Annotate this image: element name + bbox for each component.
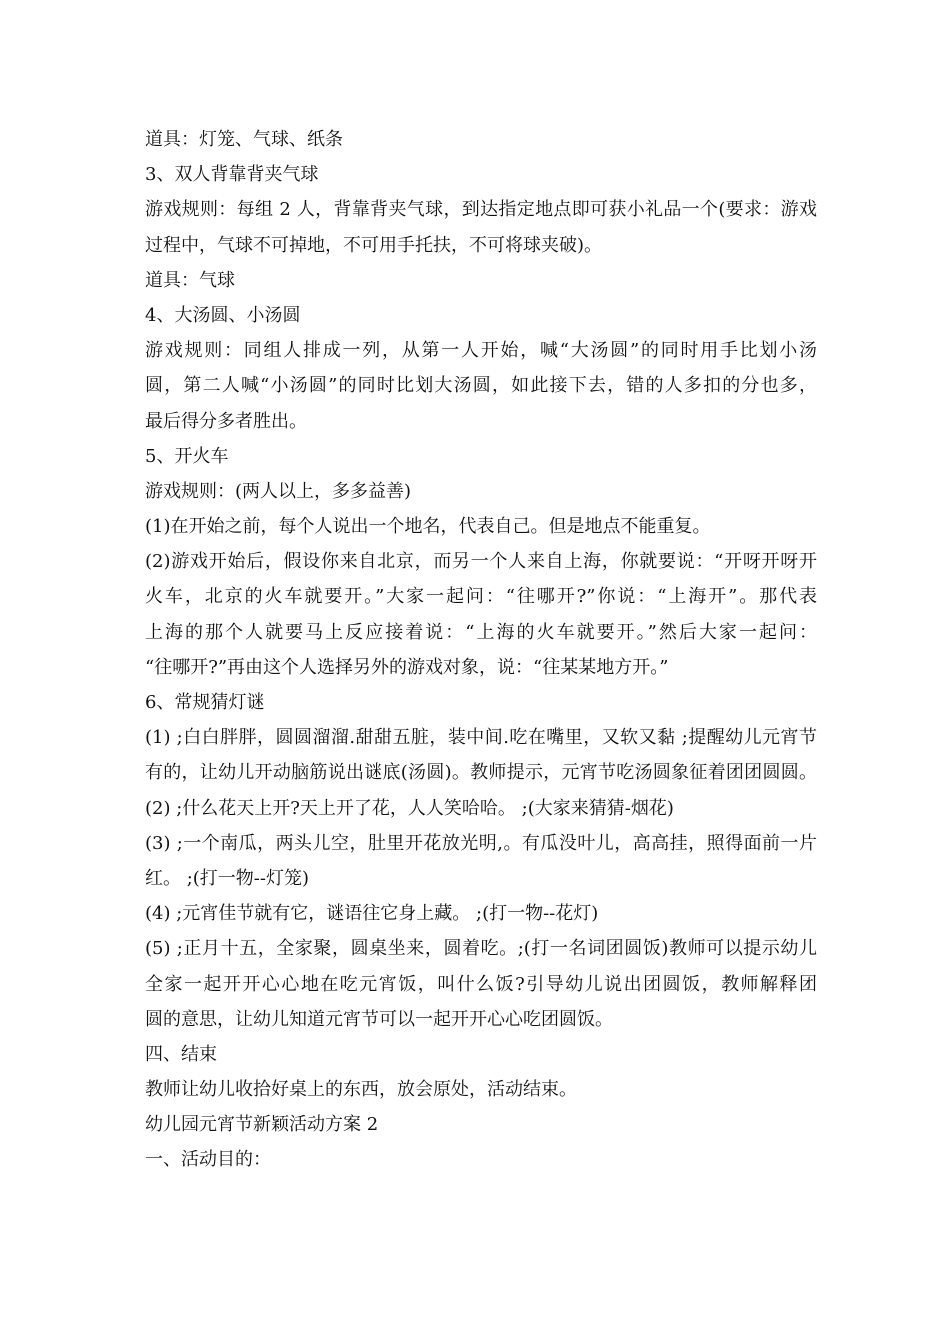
paragraph-line: 游戏规则：同组人排成一列，从第一人开始，喊“大汤圆”的同时用手比划小汤 xyxy=(145,340,817,362)
props-line: 道具：灯笼、气球、纸条 xyxy=(145,129,343,150)
paragraph-line: (4) ;元宵佳节就有它，谜语往它身上藏。 ;(打一物--花灯) xyxy=(145,903,599,925)
paragraph-line: 火车，北京的火车就要开。”大家一起问：“往哪开?”你说：“上海开”。那代表 xyxy=(145,586,817,608)
paragraph-line: 红。 ;(打一物--灯笼) xyxy=(145,867,309,889)
paragraph-line: 教师让幼儿收拾好桌上的东西，放会原处，活动结束。 xyxy=(145,1079,577,1101)
paragraph-line: (5) ;正月十五，全家聚，圆桌坐来，圆着吃。;(打一名词团圆饭)教师可以提示幼儿 xyxy=(145,938,817,960)
section-heading-conclusion: 四、结束 xyxy=(145,1043,217,1065)
section-heading-train-game: 5、开火车 xyxy=(145,445,229,467)
paragraph-line: 全家一起开开心心地在吃元宵饭，叫什么饭?引导幼儿说出团圆饭，教师解释团 xyxy=(145,973,817,995)
paragraph-line: 圆，第二人喊“小汤圆”的同时比划大汤圆，如此接下去，错的人多扣的分也多， xyxy=(145,375,817,397)
paragraph-line: (3) ;一个南瓜，两头儿空，肚里开花放光明,。有瓜没叶儿，高高挂，照得面前一片 xyxy=(145,832,817,854)
section-heading-objectives: 一、活动目的： xyxy=(145,1149,271,1171)
paragraph-line: 过程中，气球不可掉地，不可用手托扶，不可将球夹破)。 xyxy=(145,234,603,256)
plan-title: 幼儿园元宵节新颖活动方案 2 xyxy=(145,1114,379,1136)
paragraph-line: 上海的那个人就要马上反应接着说：“上海的火车就要开。”然后大家一起问： xyxy=(145,621,817,643)
paragraph-line: 圆的意思，让幼儿知道元宵节可以一起开开心心吃团圆饭。 xyxy=(145,1008,613,1030)
paragraph-line: (2) ;什么花天上开?天上开了花，人人笑哈哈。 ;(大家来猜猜-烟花) xyxy=(145,797,674,819)
paragraph-line: (1) ;白白胖胖，圆圆溜溜.甜甜五脏，装中间.吃在嘴里，又软又黏 ;提醒幼儿元宵节 xyxy=(145,727,817,749)
props-line: 道具：气球 xyxy=(145,269,235,291)
paragraph-line: 有的，让幼儿开动脑筋说出谜底(汤圆)。教师提示，元宵节吃汤圆象征着团团圆圆。 xyxy=(145,762,817,784)
paragraph-line: (2)游戏开始后，假设你来自北京，而另一个人来自上海，你就要说：“开呀开呀开 xyxy=(145,551,817,573)
section-heading-balloon-game: 3、双人背靠背夹气球 xyxy=(145,164,319,186)
section-heading-riddles: 6、常规猜灯谜 xyxy=(145,692,265,713)
paragraph-line: 最后得分多者胜出。 xyxy=(145,410,307,432)
section-heading-tangyuan-game: 4、大汤圆、小汤圆 xyxy=(145,304,301,326)
paragraph-line: 游戏规则：(两人以上，多多益善) xyxy=(145,480,412,502)
paragraph-line: 游戏规则：每组 2 人，背靠背夹气球，到达指定地点即可获小礼品一个(要求：游戏 xyxy=(145,199,817,221)
paragraph-line: (1)在开始之前，每个人说出一个地名，代表自己。但是地点不能重复。 xyxy=(145,516,711,538)
document-body xyxy=(145,122,817,1178)
paragraph-line: “往哪开?”再由这个人选择另外的游戏对象，说：“往某某地方开。” xyxy=(145,656,669,678)
